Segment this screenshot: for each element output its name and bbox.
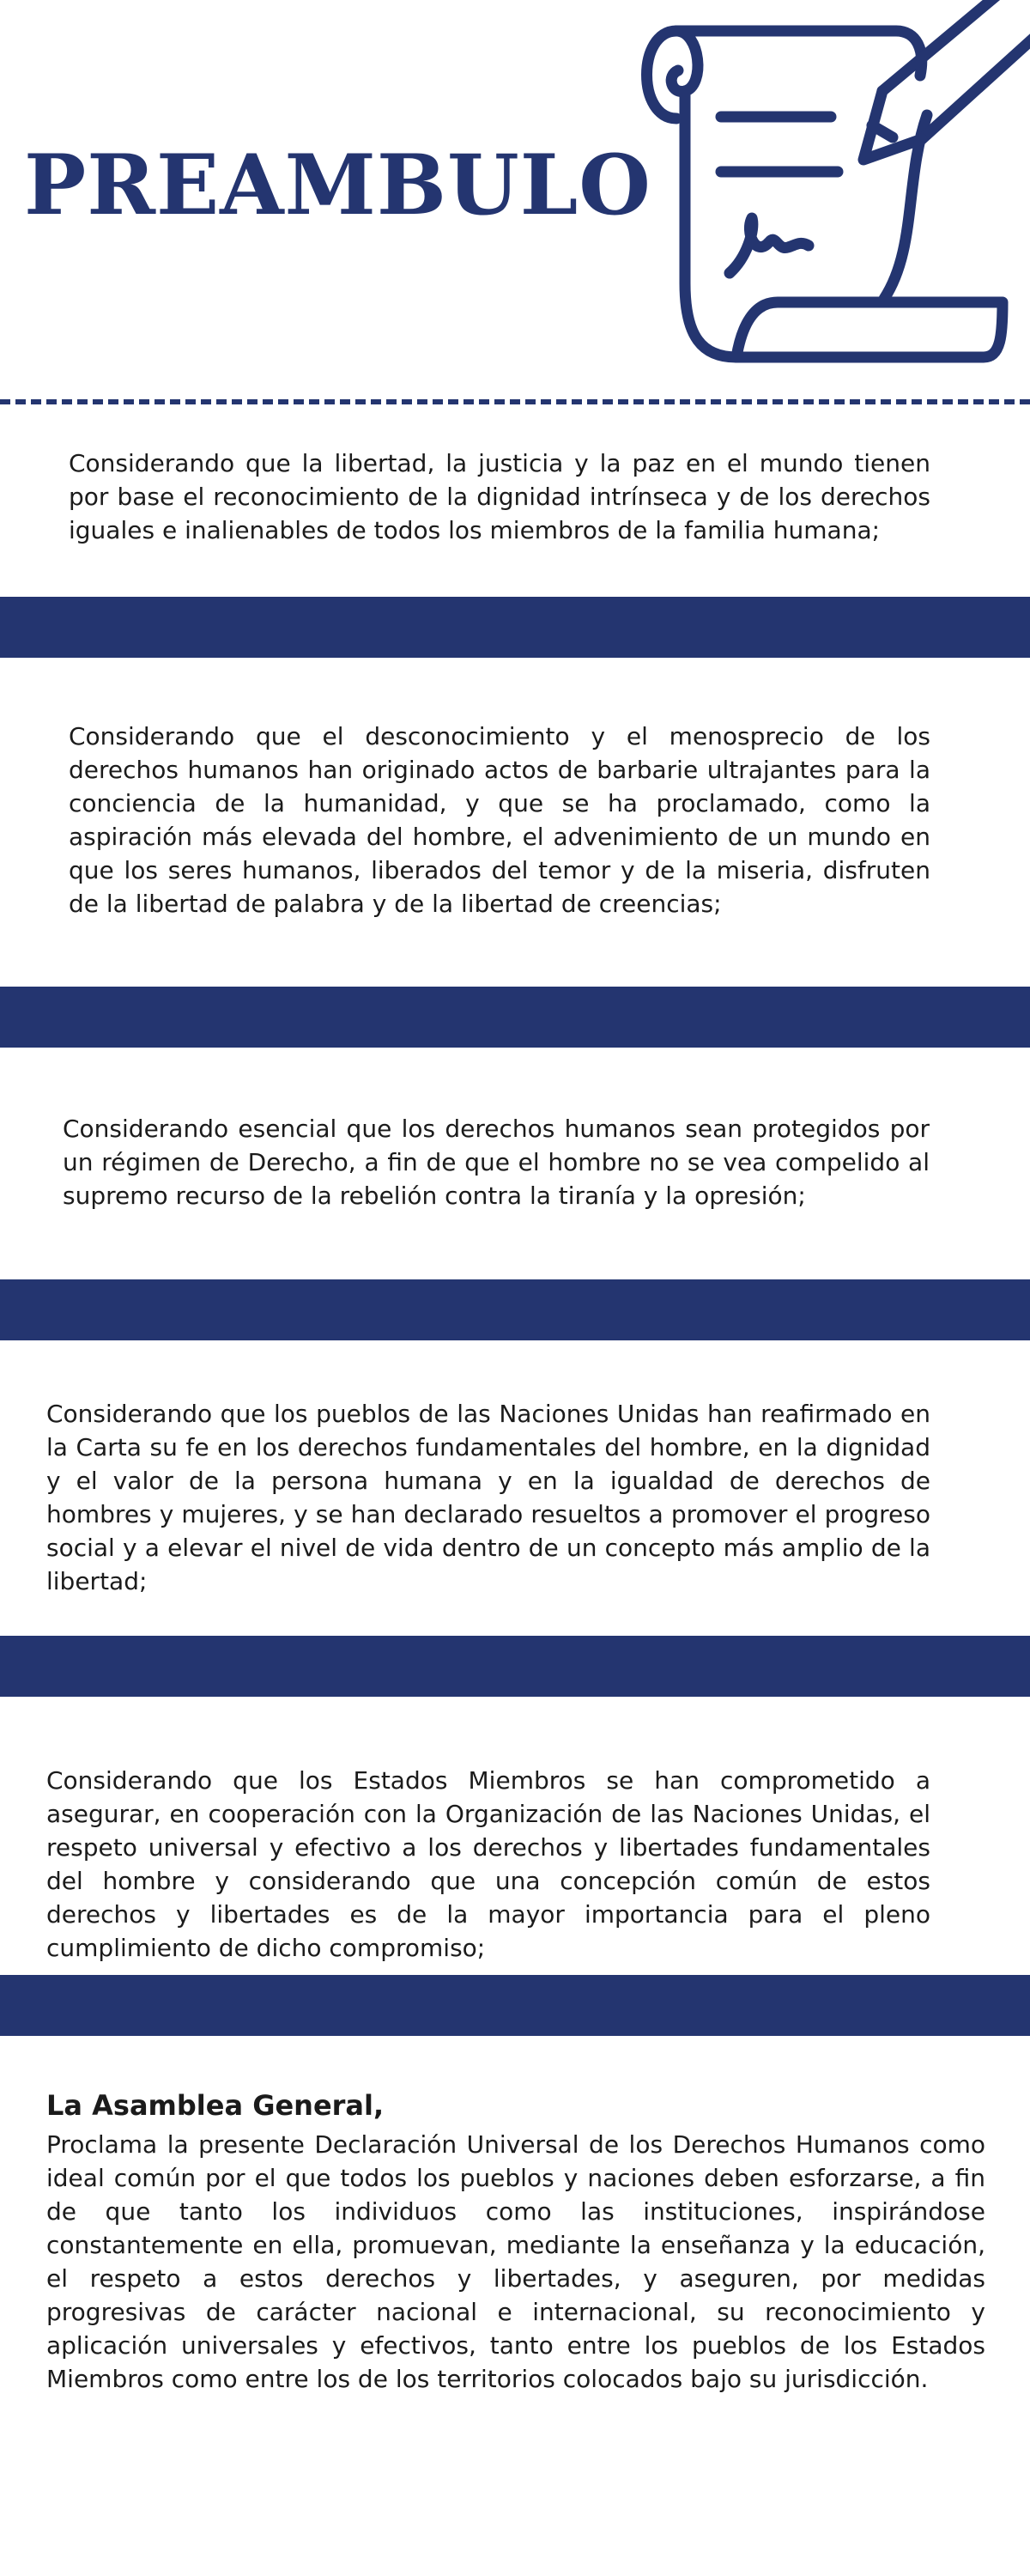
section-band <box>0 1636 1030 1697</box>
section-band <box>0 987 1030 1048</box>
preamble-paragraph-3: Considerando esencial que los derechos humanos sean protegidos por un régimen de Derecho, a fin de que el hombre no se vea compelido al supremo recurso de la rebelión contra la tiranía y la opresión; <box>63 1115 930 1210</box>
preamble-paragraph-1: Considerando que la libertad, la justicia y la paz en el mundo tienen por base el reconocimiento de la dignidad intrínseca y de los derechos iguales e inalienables de todos los miembros de la familia humana; <box>69 449 930 544</box>
section-band <box>0 1279 1030 1340</box>
preamble-paragraph-4: Considerando que los pueblos de las Naciones Unidas han reafirmado en la Carta su fe en los derechos fundamentales del hombre, en la dignidad y el valor de la persona humana y en la igualdad de derechos de hombres y mujeres, y se han declarado resueltos a promover el progreso social y a elevar el nivel de vida dentro de un concepto más amplio de la libertad; <box>46 1400 930 1595</box>
section-band <box>0 1975 1030 2036</box>
preamble-paragraph-5: Considerando que los Estados Miembros se han comprometido a asegurar, en cooperación con la Organización de las Naciones Unidas, el respeto universal y efectivo a los derechos y libertades fundamentales del hombre y considerando que una concepción común de estos derechos y libertades es de la mayor importancia para el pleno cumplimiento de dicho compromiso; <box>46 1766 930 1962</box>
proclamation-paragraph: Proclama la presente Declaración Universal de los Derechos Humanos como ideal común por el que todos los pueblos y naciones deben esforzarse, a fin de que tanto los individuos como las instituciones, inspirándose constantemente en ella, promuevan, mediante la enseñanza y la educación, el respeto a estos derechos y libertades, y aseguren, por medidas progresivas de carácter nacional e internacional, su reconocimiento y aplicación universales y efectivos, tanto entre los pueblos de los Estados Miembros como entre los de los territorios colocados bajo su jurisdicción. <box>46 2130 985 2393</box>
assembly-heading: La Asamblea General, <box>46 2089 385 2122</box>
page-title: PREAMBULO <box>24 137 651 234</box>
preamble-paragraph-2: Considerando que el desconocimiento y el menosprecio de los derechos humanos han originado actos de barbarie ultrajantes para la conciencia de la humanidad, y que se ha proclamado, como la aspiración más elevada del hombre, el advenimiento de un mundo en que los seres humanos, liberados del temor y de la miseria, disfruten de la libertad de palabra y de la libertad de creencias; <box>69 722 930 918</box>
dashed-divider <box>0 399 1030 404</box>
scroll-quill-icon <box>625 0 1030 371</box>
section-band <box>0 597 1030 658</box>
